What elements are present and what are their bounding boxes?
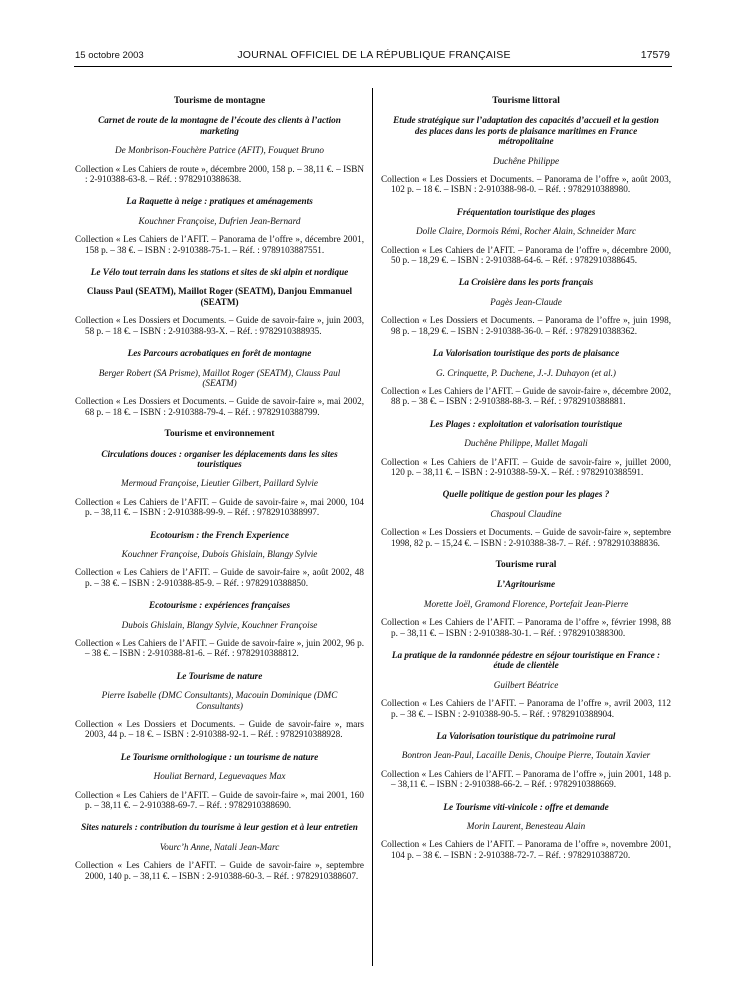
publication-details: Collection « Les Cahiers de l’AFIT. – Guide de savoir-faire », juillet 2000, 120 p. – 38,11 €. – ISBN : 2-910388-59-X. – Réf. : 9782910388591. [381,456,671,477]
publication-authors: G. Crinquette, P. Duchene, J.-J. Duhayon (et al.) [436,367,616,378]
publication-authors: Vourc’h Anne, Natali Jean-Marc [159,841,280,852]
publication-details: Collection « Les Cahiers de l’AFIT. – Guide de savoir-faire », décembre 2002, 88 p. – 38 €. – ISBN : 2-910388-88-3. – Réf. : 9782910388881. [381,385,671,407]
publication-authors: Duchêne Philippe [492,155,560,166]
publication-authors: Kouchner Françoise, Dubois Ghislain, Blangy Sylvie [121,548,318,559]
publication-details: Collection « Les Cahiers de l’AFIT. – Guide de savoir-faire », mai 2000, 104 p. – 38,11 €. – ISBN : 2-910388-99-9. – Réf. : 9782910388997. [75,496,364,518]
publication-title: Ecotourisme : expériences françaises [148,600,291,611]
publication-title: Fréquentation touristique des plages [456,206,596,217]
publication-details: Collection « Les Cahiers de route », décembre 2000, 158 p. – 38,11 €. – ISBN : 2-910388-63-8. – Réf. : 9782910388638. [75,163,364,185]
publication-title: La pratique de la randonnée pédestre en séjour touristique en France : étude de clientèle [391,650,661,671]
publication-authors: Bontron Jean-Paul, Lacaille Denis, Chouipe Pierre, Toutain Xavier [401,750,651,761]
publication-details: Collection « Les Cahiers de l’AFIT. – Panorama de l’offre », novembre 2001, 104 p. – 38 €. – ISBN : 2-910388-72-7. – Réf. : 9782910388720. [381,839,671,860]
publication-title: La Valorisation touristique des ports de plaisance [432,348,620,359]
publication-title: La Croisière dans les ports français [458,277,594,288]
publication-title: Le Vélo tout terrain dans les stations et sites de ski alpin et nordique [90,267,349,278]
publication-authors: Mermoud Françoise, Lieutier Gilbert, Paillard Sylvie [121,478,318,489]
publication-authors: Duchêne Philippe, Mallet Magali [464,438,588,449]
publication-details: Collection « Les Cahiers de l’AFIT. – Panorama de l’offre », juin 2001, 148 p. – 38,11 €. – ISBN : 2-910388-66-2. – Réf. : 9782910388669. [381,768,671,790]
publication-title: Etude stratégique sur l’adaptation des capacités d’accueil et la gestion des places dans les ports de plaisance maritimes en France métropolitaine [393,115,659,147]
publication-authors: Morin Laurent, Benesteau Alain [466,821,586,832]
publication-title: Sites naturels : contribution du tourisme à leur gestion et à leur entretien [81,822,358,833]
page-header [0,48,748,64]
publication-details: Collection « Les Dossiers et Documents. – Panorama de l’offre », juin 1998, 98 p. – 18,29 €. – ISBN : 2-910388-36-0. – Réf. : 9782910388362. [381,315,671,336]
section-heading: Tourisme littoral [492,96,560,106]
page-number: 17579 [640,49,670,61]
publication-title: Le Tourisme ornithologique : un tourisme de nature [120,751,319,762]
publication-authors: Chaspoul Claudine [490,508,562,519]
publication-details: Collection « Les Dossiers et Documents. – Guide de savoir-faire », juin 2003, 58 p. – 18 €. – ISBN : 2-910388-93-X. – Réf. : 9782910388935. [75,315,364,336]
section-heading: Tourisme de montagne [173,96,266,106]
publication-title: Le Tourisme de nature [176,670,263,681]
header-rule [74,66,672,67]
publication-details: Collection « Les Cahiers de l’AFIT. – Guide de savoir-faire », septembre 2000, 140 p. – 38,11 €. – ISBN : 2-910388-60-3. – Réf. : 9782910388607. [75,860,364,881]
publication-details: Collection « Les Cahiers de l’AFIT. – Panorama de l’offre », février 1998, 88 p. – 38,11 €. – ISBN : 2-910388-30-1. – Réf. : 9782910388300. [381,617,671,638]
publication-details: Collection « Les Dossiers et Documents. – Guide de savoir-faire », mai 2002, 68 p. – 18 €. – ISBN : 2-910388-79-4. – Réf. : 9782910388799. [75,396,364,417]
section-heading: Tourisme rural [495,559,557,570]
publication-title: Carnet de route de la montagne de l’écoute des clients à l’action marketing [98,115,341,136]
right-column [381,96,671,872]
publication-authors: Morette Joël, Gramond Florence, Portefait Jean-Pierre [423,598,629,609]
publication-authors: Clauss Paul (SEATM), Maillot Roger (SEATM), Danjou Emmanuel (SEATM) [86,286,353,307]
publication-authors: Dolle Claire, Dormois Rémi, Rocher Alain, Schneider Marc [415,226,637,237]
publication-details: Collection « Les Cahiers de l’AFIT. – Guide de savoir-faire », août 2002, 48 p. – 38 €. – ISBN : 2-910388-85-9. – Réf. : 9782910388850. [75,567,364,588]
publication-title: Les Plages : exploitation et valorisation touristique [429,418,623,429]
publication-authors: Guilbert Béatrice [493,679,559,690]
publication-title: Ecotourism : the French Experience [150,529,289,540]
publication-title: Le Tourisme viti-vinicole : offre et demande [443,801,609,812]
publication-details: Collection « Les Cahiers de l’AFIT. – Guide de savoir-faire », juin 2002, 96 p. – 38 €. – ISBN : 2-910388-81-6. – Réf. : 9782910388812. [75,638,364,659]
publication-title: Quelle politique de gestion pour les plages ? [442,489,610,500]
publication-details: Collection « Les Dossiers et Documents. – Panorama de l’offre », août 2003, 102 p. – 18 €. – ISBN : 2-910388-98-0. – Réf. : 9782910388980. [381,174,671,195]
publication-authors: Kouchner Françoise, Dufrien Jean-Bernard [138,215,301,226]
section-heading: Tourisme et environnement [164,429,275,440]
publication-details: Collection « Les Cahiers de l’AFIT. – Panorama de l’offre », décembre 2000, 50 p. – 18,29 €. – ISBN : 2-910388-64-6. – Réf. : 9782910388645. [381,244,671,266]
publication-authors: Houliat Bernard, Leguevaques Max [153,771,286,782]
publication-title: Circulations douces : organiser les déplacements dans les sites touristiques [101,448,338,469]
left-column [75,96,364,893]
publication-details: Collection « Les Dossiers et Documents. – Guide de savoir-faire », septembre 1998, 82 p. – 15,24 €. – ISBN : 2-910388-38-7. – Réf. : 9782910388836. [381,527,671,548]
publication-details: Collection « Les Cahiers de l’AFIT. – Panorama de l’offre », avril 2003, 112 p. – 38 €. – ISBN : 2-910388-90-5. – Réf. : 9782910388904. [381,698,671,719]
journal-title: JOURNAL OFFICIEL DE LA RÉPUBLIQUE FRANÇAISE [237,49,511,61]
publication-authors: Berger Robert (SA Prisme), Maillot Roger (SEATM), Clauss Paul (SEATM) [98,367,341,388]
publication-title: La Valorisation touristique du patrimoine rural [436,731,616,742]
publication-authors: Pagès Jean-Claude [490,296,562,307]
publication-title: La Raquette à neige : pratiques et aménagements [126,196,313,207]
publication-details: Collection « Les Cahiers de l’AFIT. – Guide de savoir-faire », mai 2001, 160 p. – 38,11 €. – 2-910388-69-7. – Réf. : 9782910388690. [75,789,364,811]
publication-title: L’Agritourisme [496,579,556,590]
publication-authors: Pierre Isabelle (DMC Consultants), Macouin Dominique (DMC Consultants) [101,690,338,711]
publication-authors: De Monbrison-Fouchère Patrice (AFIT), Fouquet Bruno [115,145,324,156]
issue-date: 15 octobre 2003 [75,50,144,61]
column-divider [372,88,373,966]
publication-title: Les Parcours acrobatiques en forêt de montagne [127,348,312,359]
publication-details: Collection « Les Cahiers de l’AFIT. – Panorama de l’offre », décembre 2001, 158 p. – 38 €. – ISBN : 2-910388-75-1. – Réf. : 9789103887551. [75,234,364,255]
publication-authors: Dubois Ghislain, Blangy Sylvie, Kouchner Françoise [121,619,318,630]
publication-details: Collection « Les Dossiers et Documents. – Guide de savoir-faire », mars 2003, 44 p. – 18 €. – ISBN : 2-910388-92-1. – Réf. : 9782910388928. [75,719,364,740]
